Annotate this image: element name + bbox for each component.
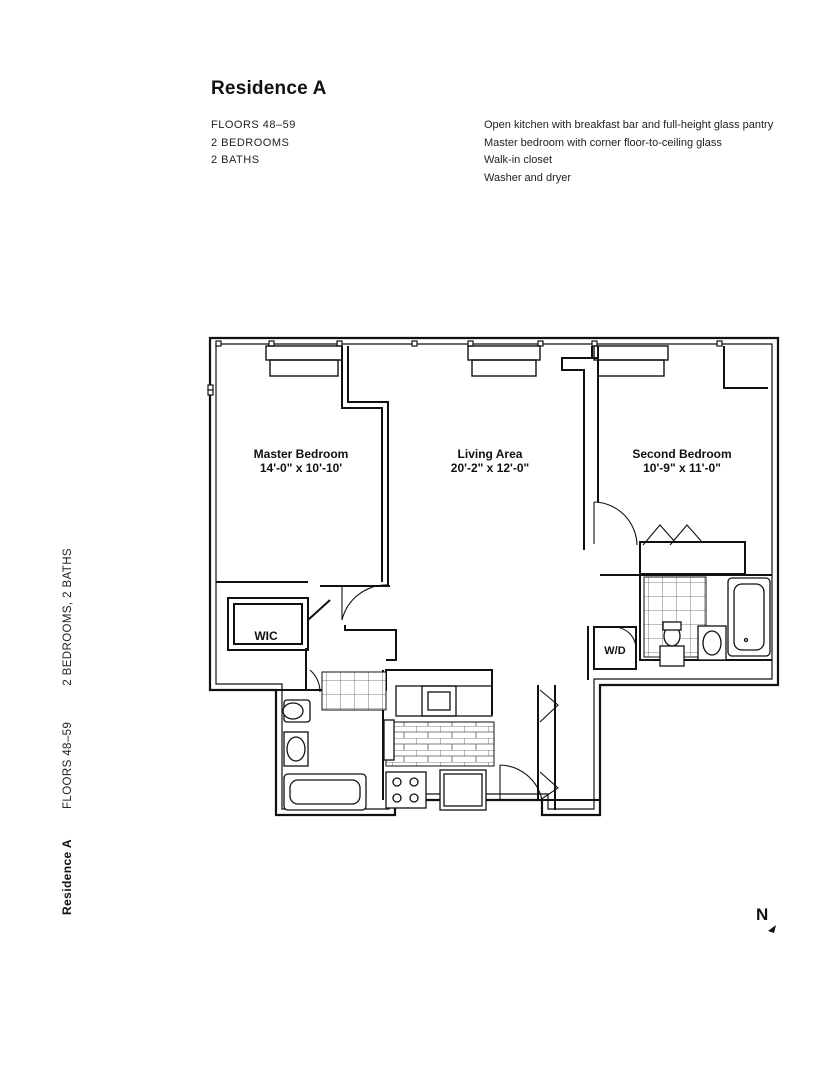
- window-bays: [266, 346, 668, 376]
- toilet-icon: [283, 703, 303, 719]
- living-area-label: Living Area: [457, 447, 523, 461]
- side-label: [60, 548, 74, 915]
- window-markers: [208, 341, 722, 395]
- wic-label: WIC: [254, 629, 278, 643]
- bath-1-tile-floor: [322, 672, 386, 710]
- sink-icon: [287, 737, 305, 761]
- side-floors: FLOORS 48–59: [62, 721, 74, 810]
- spec-baths: 2 BATHS: [211, 154, 260, 166]
- unit-specs: [211, 117, 296, 170]
- side-rooms: 2 BEDROOMS, 2 BATHS: [62, 548, 74, 686]
- side-title: Residence A: [60, 839, 74, 915]
- master-bedroom-label: Master Bedroom: [253, 447, 349, 461]
- feature-item: Walk-in closet: [484, 154, 553, 166]
- feature-item: Washer and dryer: [484, 171, 572, 184]
- doors: [310, 502, 702, 800]
- spec-bedrooms: 2 BEDROOMS: [211, 136, 290, 149]
- spec-floors: FLOORS 48–59: [211, 119, 296, 131]
- page-title: Residence A: [211, 78, 327, 99]
- north-arrow-icon: [756, 903, 786, 939]
- feature-item: Master bedroom with corner floor-to-ceiling glass: [484, 136, 722, 149]
- second-bedroom-label: Second Bedroom: [632, 447, 732, 461]
- floor-plan: [200, 330, 780, 830]
- second-bedroom-dims: 10'-9" x 11'-0": [643, 461, 721, 475]
- kitchen-backsplash: [386, 722, 494, 766]
- wd-label: W/D: [604, 645, 626, 657]
- north-label: N: [756, 905, 769, 924]
- sink-icon-2: [703, 631, 721, 655]
- master-bedroom-dims: 14'-0" x 10'-10': [259, 461, 343, 475]
- feature-item: Open kitchen with breakfast bar and full-height glass pantry: [484, 119, 774, 131]
- stove-icon: [386, 772, 426, 808]
- living-area-dims: 20'-2" x 12'-0": [450, 461, 530, 475]
- feature-list: [484, 117, 773, 187]
